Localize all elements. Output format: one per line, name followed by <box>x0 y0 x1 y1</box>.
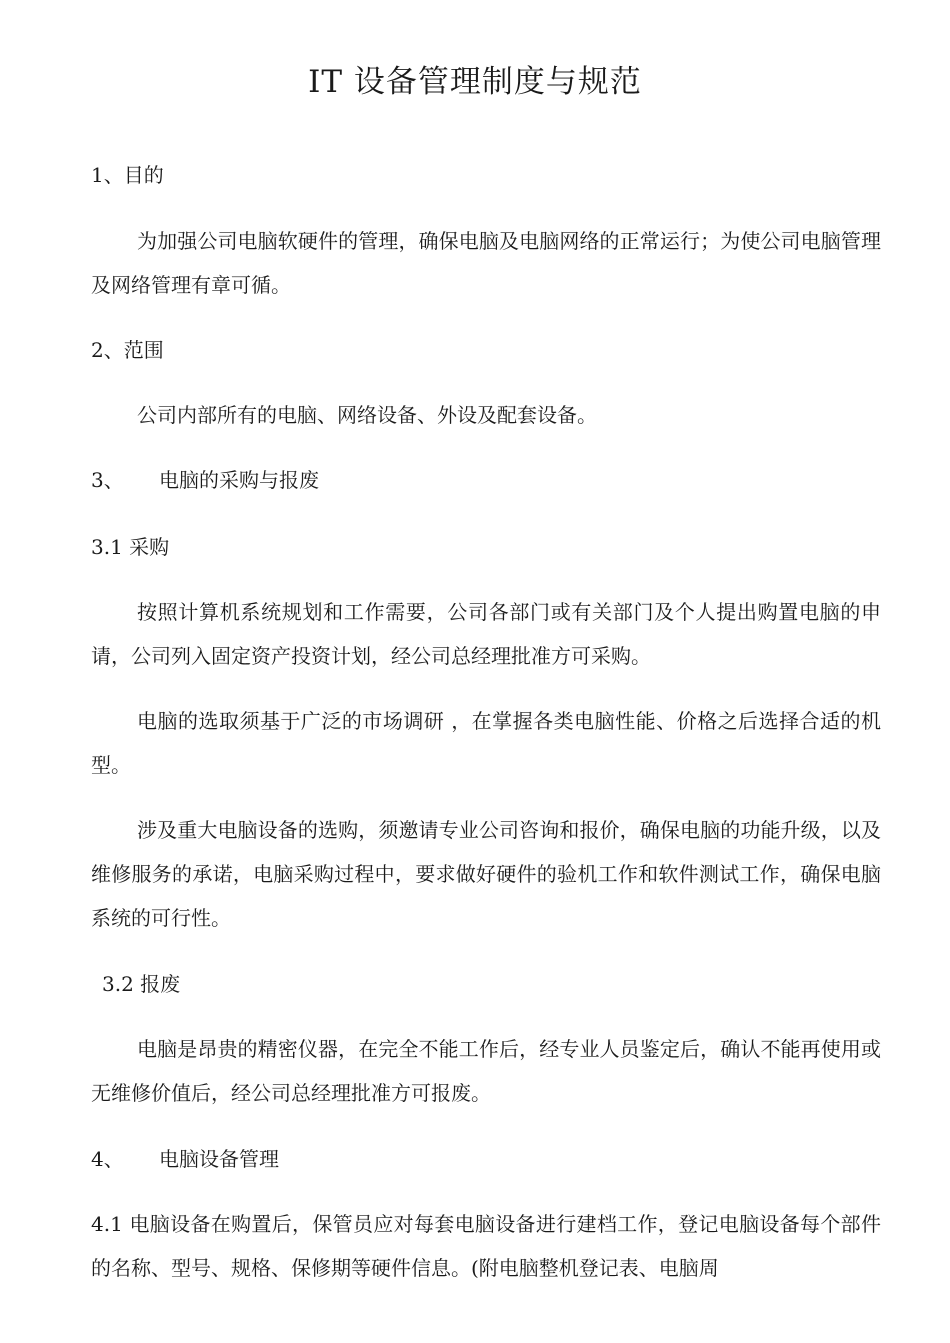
paragraph-equipment-records: 4.1 电脑设备在购置后，保管员应对每套电脑设备进行建档工作，登记电脑设备每个部件的名称、型号、规格、保修期等硬件信息。(附电脑整机登记表、电脑周 <box>91 1212 881 1280</box>
subsection-heading-procurement: 3.1 采购 <box>91 535 170 559</box>
paragraph-scope: 公司内部所有的电脑、网络设备、外设及配套设备。 <box>137 403 597 427</box>
document-title: IT 设备管理制度与规范 <box>308 64 642 100</box>
paragraph-procurement-major: 涉及重大电脑设备的选购，须邀请专业公司咨询和报价，确保电脑的功能升级，以及维修服务的承诺，电脑采购过程中，要求做好硬件的验机工作和软件测试工作，确保电脑系统的可行性。 <box>91 818 881 930</box>
section-heading-procurement-disposal <box>91 458 881 502</box>
section-title: 电脑设备管理 <box>159 1147 279 1171</box>
paragraph-procurement-selection: 电脑的选取须基于广泛的市场调研 ，在掌握各类电脑性能、价格之后选择合适的机型。 <box>91 709 881 777</box>
subsection-heading-disposal: 3.2 报废 <box>102 972 181 996</box>
section-heading-scope: 2、范围 <box>91 338 164 362</box>
paragraph-procurement-request: 按照计算机系统规划和工作需要，公司各部门或有关部门及个人提出购置电脑的申请，公司列入固定资产投资计划，经公司总经理批准方可采购。 <box>91 600 881 668</box>
paragraph-disposal: 电脑是昂贵的精密仪器，在完全不能工作后，经专业人员鉴定后，确认不能再使用或无维修价值后，经公司总经理批准方可报废。 <box>91 1037 881 1105</box>
section-title: 电脑的采购与报废 <box>159 468 319 492</box>
section-number: 4、 <box>91 1147 124 1171</box>
section-heading-purpose: 1、目的 <box>91 163 164 187</box>
section-heading-equipment-management <box>91 1137 881 1181</box>
section-number: 3、 <box>91 468 124 492</box>
paragraph-purpose: 为加强公司电脑软硬件的管理，确保电脑及电脑网络的正常运行；为使公司电脑管理及网络管理有章可循。 <box>91 229 881 297</box>
